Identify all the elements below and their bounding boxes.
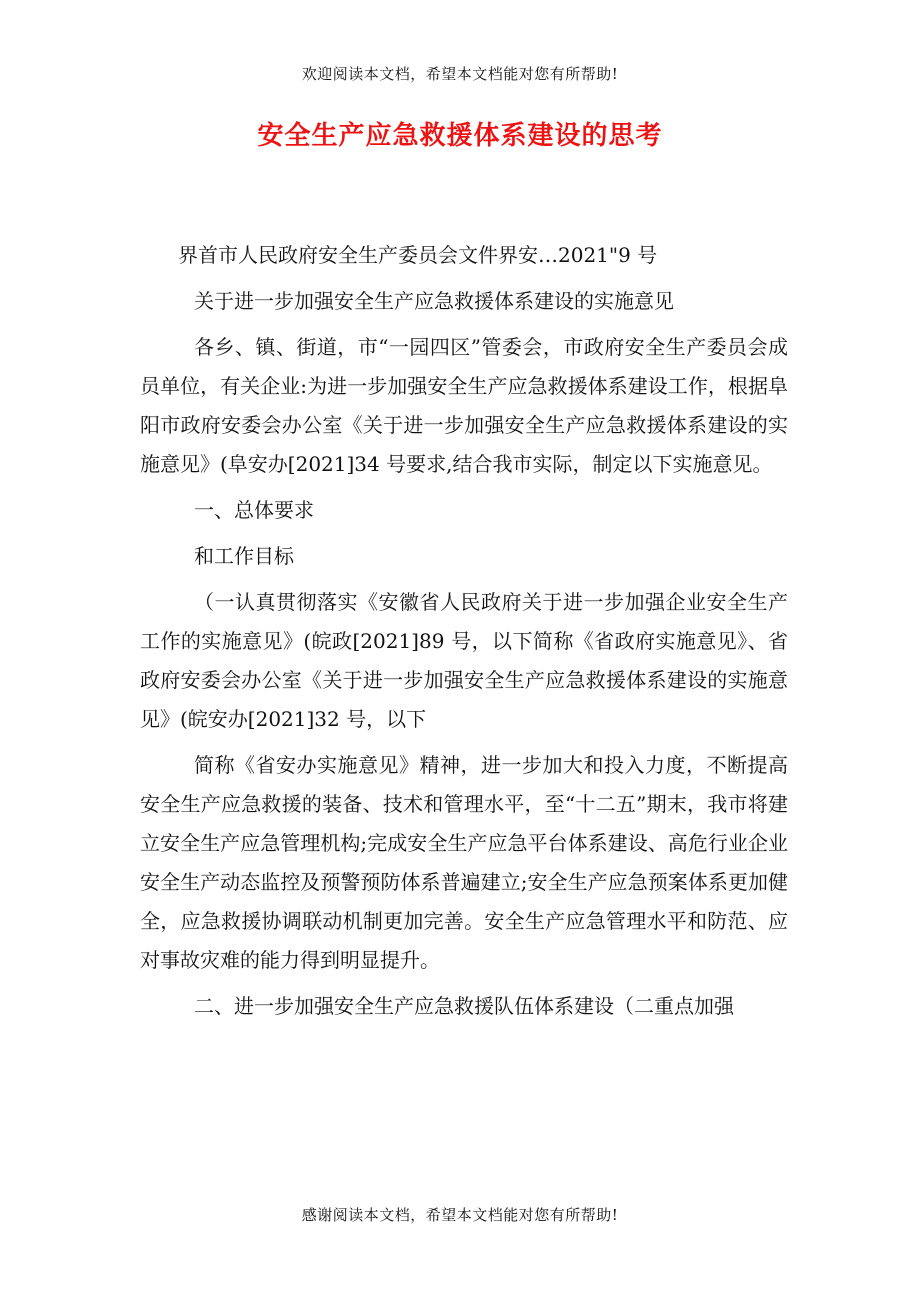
section-heading-general: 一、总体要求 xyxy=(194,498,314,522)
paragraph-objectives: 简称《省安办实施意见》精神，进一步加大和投入力度，不断提高安全生产应急救援的装备、技术和管理水平，至“十二五”期末，我市将建立安全生产应急管理机构;完成安全生产应急平台体系建设、高危行业企业安全生产动态监控及预警预防体系普遍建立;安全生产应急预案体系更加健全，应急救援协调联动机制更加完善。安全生产应急管理水平和防范、应对事故灾难的能力得到明显提升。 xyxy=(140,753,788,972)
document-body xyxy=(140,236,788,1026)
header-note: 欢迎阅读本文档，希望本文档能对您有所帮助! xyxy=(301,65,619,83)
subtitle-line: 关于进一步加强安全生产应急救援体系建设的实施意见 xyxy=(194,289,674,313)
paragraph-implementation: （一认真贯彻落实《安徽省人民政府关于进一步加强企业安全生产工作的实施意见》(皖政[2021]89 号，以下简称《省政府实施意见》、省政府安委会办公室《关于进一步加强安全生产应急救援体系建设的实施意见》(皖安办[2021]32 号，以下 xyxy=(140,590,788,731)
file-number-line: 界首市人民政府安全生产委员会文件界安…2021"9 号 xyxy=(178,243,658,267)
document-title: 安全生产应急救援体系建设的思考 xyxy=(257,121,663,151)
paragraph-addressees: 各乡、镇、街道，市“一园四区”管委会，市政府安全生产委员会成员单位，有关企业:为进一步加强安全生产应急救援体系建设工作，根据阜阳市政府安委会办公室《关于进一步加强安全生产应急救援体系建设的实施意见》(阜安办[2021]34 号要求,结合我市实际，制定以下实施意见。 xyxy=(140,335,788,476)
section-heading-teams: 二、进一步加强安全生产应急救援队伍体系建设（二重点加强 xyxy=(194,994,734,1018)
section-heading-goals: 和工作目标 xyxy=(194,544,294,568)
footer-note: 感谢阅读本文档，希望本文档能对您有所帮助! xyxy=(301,1206,619,1224)
